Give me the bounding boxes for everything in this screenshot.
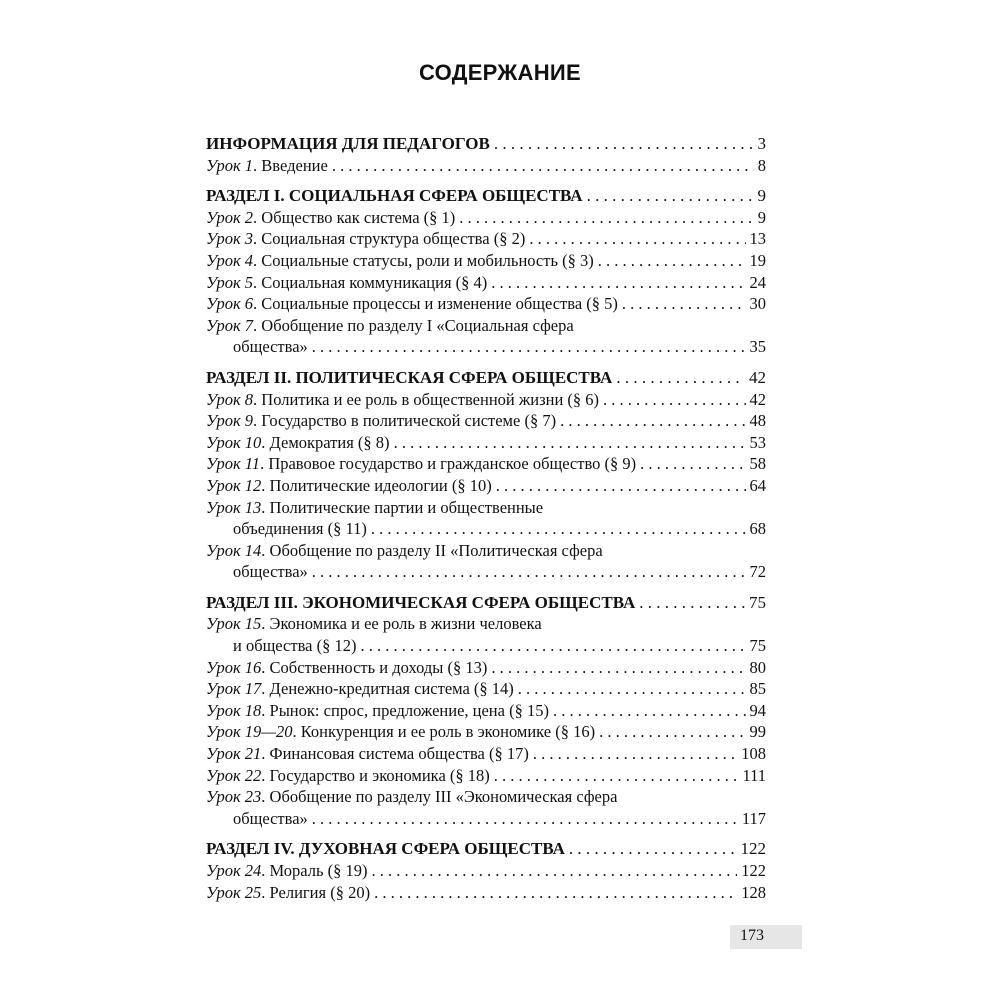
lesson-number-dot: . [261,475,270,495]
lesson-text [206,432,390,454]
dot-leader [374,882,737,904]
lesson-text [206,498,543,517]
lesson-title: Социальная структура общества (§ 2) [261,229,526,249]
page-title: СОДЕРЖАНИЕ [418,60,582,85]
lesson-title: Государство и экономика (§ 18) [269,765,490,785]
lesson-number-dot: . [261,657,270,677]
lesson-number-dot: . [253,411,262,431]
lesson-title: Финансовая система общества (§ 17) [269,744,529,764]
lesson-number: Урок 10 [206,432,262,452]
dot-leader [312,336,746,358]
lesson-title: Конкуренция и ее роль в экономике (§ 16) [300,722,596,742]
toc-lesson-continuation[interactable] [206,518,766,540]
toc-lesson-entry[interactable] [206,765,766,787]
lesson-number-dot: . [261,614,270,634]
dot-leader [533,743,737,765]
dot-leader [312,808,738,830]
toc-lesson-entry[interactable] [206,315,766,337]
lesson-number: Урок 17 [206,679,262,699]
lesson-text [206,860,368,882]
toc-lesson-entry[interactable] [206,497,766,519]
lesson-title: Рынок: спрос, предложение, цена (§ 15) [269,700,549,720]
lesson-number: Урок 21 [206,744,262,764]
dot-leader [312,561,746,583]
dot-leader [459,207,753,229]
page-ref: 9 [757,186,766,206]
toc-lesson-entry[interactable] [206,743,766,765]
toc-lesson-entry[interactable] [206,250,766,272]
dot-leader [529,228,745,250]
toc-lesson-entry[interactable] [206,786,766,808]
dot-leader [496,475,746,497]
lesson-number-dot: . [253,207,262,227]
page-ref: 122 [740,839,766,859]
toc-lesson-continuation[interactable] [206,561,766,583]
toc-lesson-entry[interactable] [206,432,766,454]
dot-leader [616,367,745,389]
lesson-number-dot: . [292,722,301,742]
section-label: РАЗДЕЛ IV. ДУХОВНАЯ СФЕРА ОБЩЕСТВА [206,839,565,859]
toc-lesson-entry[interactable] [206,700,766,722]
lesson-number: Урок 9 [206,411,254,431]
lesson-text [206,475,492,497]
lesson-number-dot: . [261,540,270,560]
toc-lesson-entry[interactable] [206,155,766,177]
lesson-text [206,743,529,765]
lesson-number-dot: . [261,787,270,807]
dot-leader [360,635,745,657]
dot-leader [598,250,746,272]
page-ref: 3 [757,134,766,153]
lesson-title: Государство в политической системе (§ 7) [261,411,557,431]
lesson-number: Урок 11 [206,454,261,474]
toc-lesson-entry[interactable] [206,882,766,904]
page-ref: 75 [749,636,766,656]
lesson-number-dot: . [261,700,270,720]
lesson-number-dot: . [261,679,270,699]
lesson-number: Урок 24 [206,861,262,880]
lesson-number: Урок 15 [206,614,262,634]
lesson-number-dot: . [253,315,262,335]
dot-leader [622,293,746,315]
lesson-number: Урок 7 [206,315,254,335]
lesson-number-dot: . [261,744,270,764]
lesson-title: Обобщение по разделу III «Экономическая сфера [269,787,618,807]
lesson-text [206,614,542,633]
lesson-number: Урок 1 [206,155,254,175]
lesson-text [206,882,370,904]
lesson-title: Религия (§ 20) [269,882,371,902]
dot-leader [494,765,739,787]
page-ref: 24 [749,272,766,292]
dot-leader [599,721,745,743]
lesson-title-continuation: общества» [233,337,308,357]
lesson-number: Урок 19—20 [206,722,293,742]
lesson-number: Урок 3 [206,229,254,249]
toc-lesson-entry[interactable] [206,272,766,294]
lesson-number: Урок 2 [206,207,254,227]
lesson-number-dot: . [261,861,270,880]
lesson-text [206,541,603,560]
lesson-title: Правовое государство и гражданское общество (§ 9) [268,454,637,474]
page-ref: 94 [749,700,766,720]
lesson-number: Урок 23 [206,787,262,807]
toc-lesson-entry[interactable] [206,540,766,562]
toc-section-heading[interactable] [206,367,766,389]
page-ref: 117 [741,808,766,828]
toc-lesson-entry[interactable] [206,657,766,679]
page-ref: 42 [749,367,766,387]
page-ref: 72 [749,562,766,582]
lesson-title-continuation: и общества (§ 12) [233,636,357,656]
page-ref: 13 [749,229,766,249]
lesson-number-dot: . [253,155,262,175]
lesson-title: Социальные процессы и изменение общества (§ 5) [261,294,618,314]
toc-section-group [206,838,766,903]
lesson-text [206,316,574,335]
dot-leader [491,657,745,679]
lesson-number-dot: . [253,389,262,409]
lesson-number: Урок 16 [206,657,262,677]
page-ref: 128 [741,882,766,902]
lesson-number: Урок 22 [206,765,262,785]
lesson-number-dot: . [261,497,270,517]
page-ref: 19 [749,250,766,270]
lesson-number: Урок 25 [206,882,262,902]
lesson-title-continuation: общества» [233,808,308,828]
section-label: РАЗДЕЛ II. ПОЛИТИЧЕСКАЯ СФЕРА ОБЩЕСТВА [206,367,613,387]
dot-leader [332,155,754,177]
lesson-text [206,389,599,411]
lesson-text [206,678,514,700]
dot-leader [494,133,754,155]
lesson-text [206,155,328,177]
lesson-number: Урок 8 [206,389,254,409]
toc-lesson-entry[interactable] [206,678,766,700]
lesson-number-dot: . [253,229,262,249]
lesson-title: Социальная коммуникация (§ 4) [261,272,488,292]
table-of-contents [206,133,766,912]
toc-lesson-entry[interactable] [206,389,766,411]
page-ref: 122 [741,861,766,880]
toc-lesson-entry[interactable] [206,228,766,250]
lesson-text [206,410,556,432]
dot-leader [569,838,737,860]
dot-leader [603,389,745,411]
page-ref: 80 [749,657,766,677]
page-ref: 68 [749,519,766,539]
toc-section-heading[interactable] [206,185,766,207]
dot-leader [372,860,738,882]
lesson-text [206,700,549,722]
page-ref: 108 [741,744,766,764]
dot-leader [560,410,745,432]
page-number: 173 [740,927,764,944]
page-number-box [730,925,802,949]
toc-intro-heading[interactable] [206,133,766,155]
section-label: РАЗДЕЛ III. ЭКОНОМИЧЕСКАЯ СФЕРА ОБЩЕСТВА [206,592,636,612]
toc-lesson-continuation[interactable] [206,808,766,830]
lesson-number-dot: . [253,294,262,314]
lesson-text [206,272,487,294]
dot-leader [587,185,754,207]
page-ref: 48 [749,411,766,431]
lesson-number-dot: . [261,765,270,785]
toc-lesson-entry[interactable] [206,207,766,229]
toc-lesson-continuation[interactable] [206,635,766,657]
toc-lesson-entry[interactable] [206,860,766,882]
lesson-text [206,293,618,315]
lesson-title: Обобщение по разделу II «Политическая сфера [269,540,603,560]
lesson-title: Введение [261,155,328,175]
page-ref: 58 [749,454,766,474]
lesson-number-dot: . [253,272,262,292]
dot-leader [553,700,746,722]
page-ref: 111 [742,765,766,785]
lesson-title: Общество как система (§ 1) [261,207,456,227]
toc-lesson-entry[interactable] [206,410,766,432]
lesson-text [206,765,490,787]
lesson-number: Урок 6 [206,294,254,314]
lesson-title-continuation: объединения (§ 11) [233,519,367,539]
lesson-number: Урок 14 [206,540,262,560]
page-ref: 9 [757,207,766,227]
lesson-title: Собственность и доходы (§ 13) [269,657,488,677]
lesson-title-continuation: общества» [233,562,308,582]
toc-section-group [206,185,766,358]
dot-leader [394,432,746,454]
toc-section-heading[interactable] [206,592,766,614]
lesson-number: Урок 12 [206,475,262,495]
dot-leader [371,518,746,540]
lesson-number-dot: . [260,454,269,474]
dot-leader [640,453,745,475]
lesson-number-dot: . [253,250,262,270]
lesson-number-dot: . [261,882,270,902]
dot-leader [491,272,745,294]
toc-lesson-entry[interactable] [206,613,766,635]
toc-lesson-entry[interactable] [206,721,766,743]
section-label: РАЗДЕЛ I. СОЦИАЛЬНАЯ СФЕРА ОБЩЕСТВА [206,186,583,206]
toc-group-intro [206,133,766,176]
lesson-text [206,657,487,679]
page-ref: 42 [749,389,766,409]
lesson-number: Урок 4 [206,250,254,270]
page-ref: 35 [749,337,766,357]
page-ref: 75 [749,592,766,612]
dot-leader [518,678,746,700]
page-ref: 8 [757,155,766,175]
toc-lesson-entry[interactable] [206,453,766,475]
lesson-number: Урок 13 [206,497,262,517]
lesson-title: Политика и ее роль в общественной жизни (§ 6) [261,389,600,409]
lesson-title: Политические партии и общественные [269,497,544,517]
toc-section-group [206,367,766,583]
lesson-title: Мораль (§ 19) [269,861,368,880]
lesson-title: Социальные статусы, роли и мобильность (§ 3) [261,250,594,270]
lesson-number: Урок 18 [206,700,262,720]
lesson-title: Обобщение по разделу I «Социальная сфера [261,315,574,335]
page-ref: 53 [749,432,766,452]
lesson-title: Политические идеологии (§ 10) [269,475,492,495]
page-ref: 99 [749,722,766,742]
lesson-text [206,250,594,272]
toc-lesson-entry[interactable] [206,475,766,497]
lesson-text [206,453,636,475]
toc-lesson-continuation[interactable] [206,336,766,358]
lesson-title: Денежно-кредитная система (§ 14) [269,679,514,699]
lesson-text [206,721,595,743]
page-ref: 30 [749,294,766,314]
lesson-title: Экономика и ее роль в жизни человека [269,614,542,634]
lesson-text [206,228,525,250]
lesson-text [206,207,455,229]
lesson-text [206,787,617,806]
lesson-number-dot: . [261,432,270,452]
toc-section-heading[interactable] [206,838,766,860]
page-ref: 85 [749,679,766,699]
section-label: ИНФОРМАЦИЯ ДЛЯ ПЕДАГОГОВ [206,134,490,153]
dot-leader [639,592,745,614]
lesson-title: Демократия (§ 8) [269,432,390,452]
lesson-number: Урок 5 [206,272,254,292]
toc-lesson-entry[interactable] [206,293,766,315]
page-ref: 64 [749,475,766,495]
toc-section-group [206,592,766,830]
